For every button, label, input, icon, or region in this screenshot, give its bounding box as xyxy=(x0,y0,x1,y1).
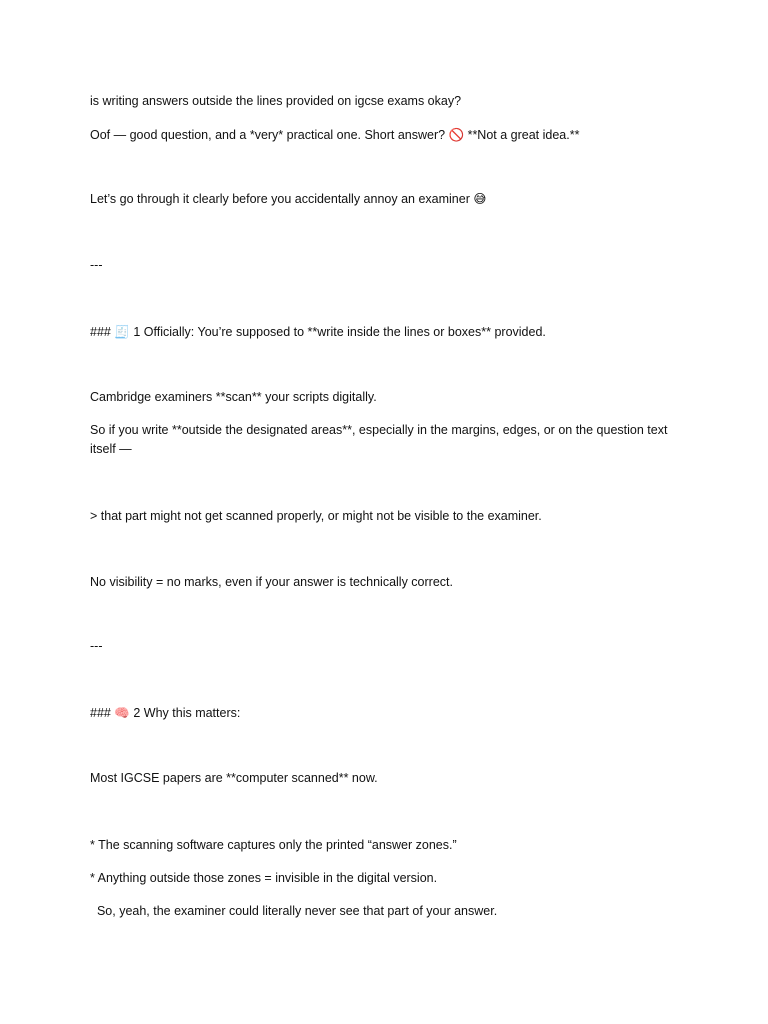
scanned-text: Most IGCSE papers are **computer scanned** now. xyxy=(90,771,378,785)
lead-text: Let’s go through it clearly before you accidentally annoy an examiner 😅 xyxy=(90,192,487,206)
divider-2: --- xyxy=(90,639,103,653)
scan-note: Cambridge examiners **scan** your scripts digitally. xyxy=(90,390,377,404)
question-text: is writing answers outside the lines provided on igcse exams okay? xyxy=(90,94,462,108)
outside-warning: So if you write **outside the designated areas**, especially in the margins, edges, or on the question text itself — xyxy=(90,423,671,456)
section-1-heading: ### 🧾 1 Officially: You’re supposed to **write inside the lines or boxes** provided. xyxy=(90,325,546,339)
section-2-heading: ### 🧠 2 Why this matters: xyxy=(90,706,241,720)
visibility-text: No visibility = no marks, even if your answer is technically correct. xyxy=(90,575,453,589)
bullet-item-2: * Anything outside those zones = invisible in the digital version. xyxy=(90,871,438,885)
intro-text: Oof — good question, and a *very* practical one. Short answer? 🚫 **Not a great idea.** xyxy=(90,128,580,142)
conclusion-text: So, yeah, the examiner could literally never see that part of your answer. xyxy=(90,904,498,918)
bullet-item-1: * The scanning software captures only the printed “answer zones.” xyxy=(90,838,457,852)
blockquote-text: > that part might not get scanned properly, or might not be visible to the examiner. xyxy=(90,509,542,523)
divider-1: --- xyxy=(90,258,103,272)
